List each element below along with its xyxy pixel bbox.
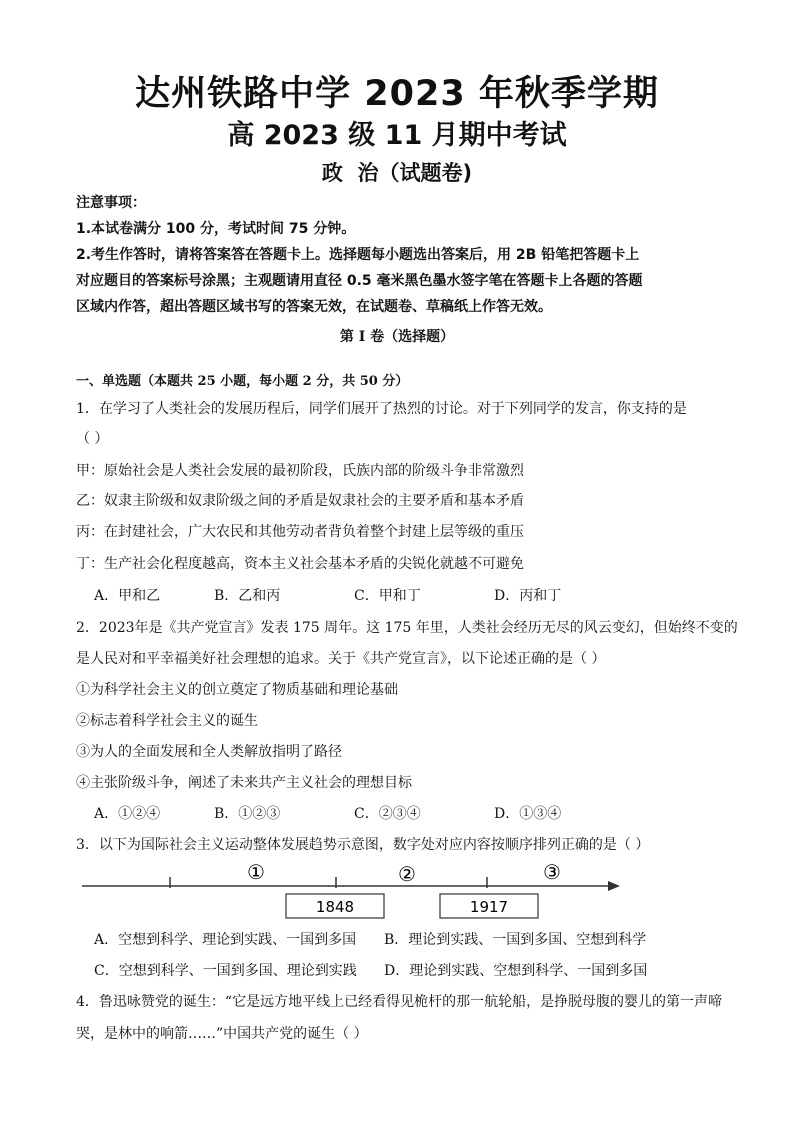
q3-option-c: C．空想到科学、一国到多国、理论到实践 <box>94 963 357 979</box>
section-title: 第 I 卷（选择题） <box>339 329 455 345</box>
timeline-diagram <box>76 860 636 922</box>
timeline-marker: ① <box>247 860 265 884</box>
notes-item: 对应题目的答案标号涂黑；主观题请用直径 0.5 毫米黑色墨水签字笔在答题卡上各题的答题 <box>76 273 643 289</box>
q1-statement: 丙：在封建社会，广大农民和其他劳动者背负着整个封建上层等级的重压 <box>76 524 524 540</box>
q1-statement: 甲：原始社会是人类社会发展的最初阶段，氏族内部的阶级斗争非常激烈 <box>76 463 524 479</box>
timeline-marker: ③ <box>543 860 561 884</box>
exam-name-title: 高 2023 级 11 月期中考试 <box>227 120 567 151</box>
q1-option-a: A．甲和乙 <box>94 588 161 604</box>
q1-statement: 乙：奴隶主阶级和奴隶阶级之间的矛盾是奴隶社会的主要矛盾和基本矛盾 <box>76 493 524 509</box>
timeline-marker: ② <box>398 862 416 886</box>
q2-statement: ④主张阶级斗争，阐述了未来共产主义社会的理想目标 <box>76 775 412 791</box>
q2-option-c: C．②③④ <box>354 806 421 822</box>
part-title: 一、单选题（本题共 25 小题，每小题 2 分，共 50 分） <box>76 374 409 389</box>
exam-notes <box>76 190 726 320</box>
notes-item: 2.考生作答时，请将答案答在答题卡上。选择题每小题选出答案后，用 2B 铅笔把答题卡上 <box>76 247 640 263</box>
q2-statement: ①为科学社会主义的创立奠定了物质基础和理论基础 <box>76 682 398 698</box>
q4-stem-line1: 4．鲁迅咏赞党的诞生：“它是远方地平线上已经看得见桅杆的那一航轮船，是挣脱母腹的婴儿的第一声啼 <box>76 994 723 1010</box>
year-label-1917: 1917 <box>469 898 509 916</box>
notes-heading: 注意事项： <box>76 195 146 211</box>
q1-statement: 丁：生产社会化程度越高，资本主义社会基本矛盾的尖锐化就越不可避免 <box>76 556 524 572</box>
q3-option-b: B．理论到实践、一国到多国、空想到科学 <box>384 932 647 948</box>
q3-option-d: D．理论到实践、空想到科学、一国到多国 <box>384 963 648 979</box>
q2-statement: ③为人的全面发展和全人类解放指明了路径 <box>76 744 342 760</box>
q2-stem-line2: 是人民对和平幸福美好社会理想的追求。关于《共产党宣言》，以下论述正确的是（ ） <box>76 651 606 667</box>
q2-option-a: A．①②④ <box>94 806 161 822</box>
q3-option-a: A．空想到科学、理论到实践、一国到多国 <box>94 932 357 948</box>
q4-stem-line2: 哭，是林中的响箭……”中国共产党的诞生（ ） <box>76 1026 368 1042</box>
q2-option-b: B．①②③ <box>214 806 281 822</box>
q1-option-c: C．甲和丁 <box>354 588 421 604</box>
year-label-1848: 1848 <box>315 898 355 916</box>
q1-stem: 1．在学习了人类社会的发展历程后，同学们展开了热烈的讨论。对于下列同学的发言，你支持的是 <box>76 401 687 417</box>
q1-option-d: D．丙和丁 <box>494 588 562 604</box>
notes-item: 1.本试卷满分 100 分，考试时间 75 分钟。 <box>76 221 356 237</box>
notes-item: 区域内作答，超出答题区域书写的答案无效，在试题卷、草稿纸上作答无效。 <box>76 299 552 315</box>
q1-answer-paren: （ ） <box>76 431 109 447</box>
timeline-arrowhead <box>608 881 620 891</box>
q2-stem-line1: 2．2023年是《共产党宣言》发表 175 周年。这 175 年里，人类社会经历无尽的风云变幻，但始终不变的 <box>76 620 738 636</box>
q2-option-d: D．①③④ <box>494 806 562 822</box>
q1-option-b: B．乙和丙 <box>214 588 281 604</box>
exam-school-title: 达州铁路中学 2023 年秋季学期 <box>135 74 659 114</box>
q3-stem: 3．以下为国际社会主义运动整体发展趋势示意图，数字处对应内容按顺序排列正确的是（ ） <box>76 837 650 853</box>
q2-statement: ②标志着科学社会主义的诞生 <box>76 713 258 729</box>
subject-title: 政 治（试题卷) <box>321 161 473 185</box>
